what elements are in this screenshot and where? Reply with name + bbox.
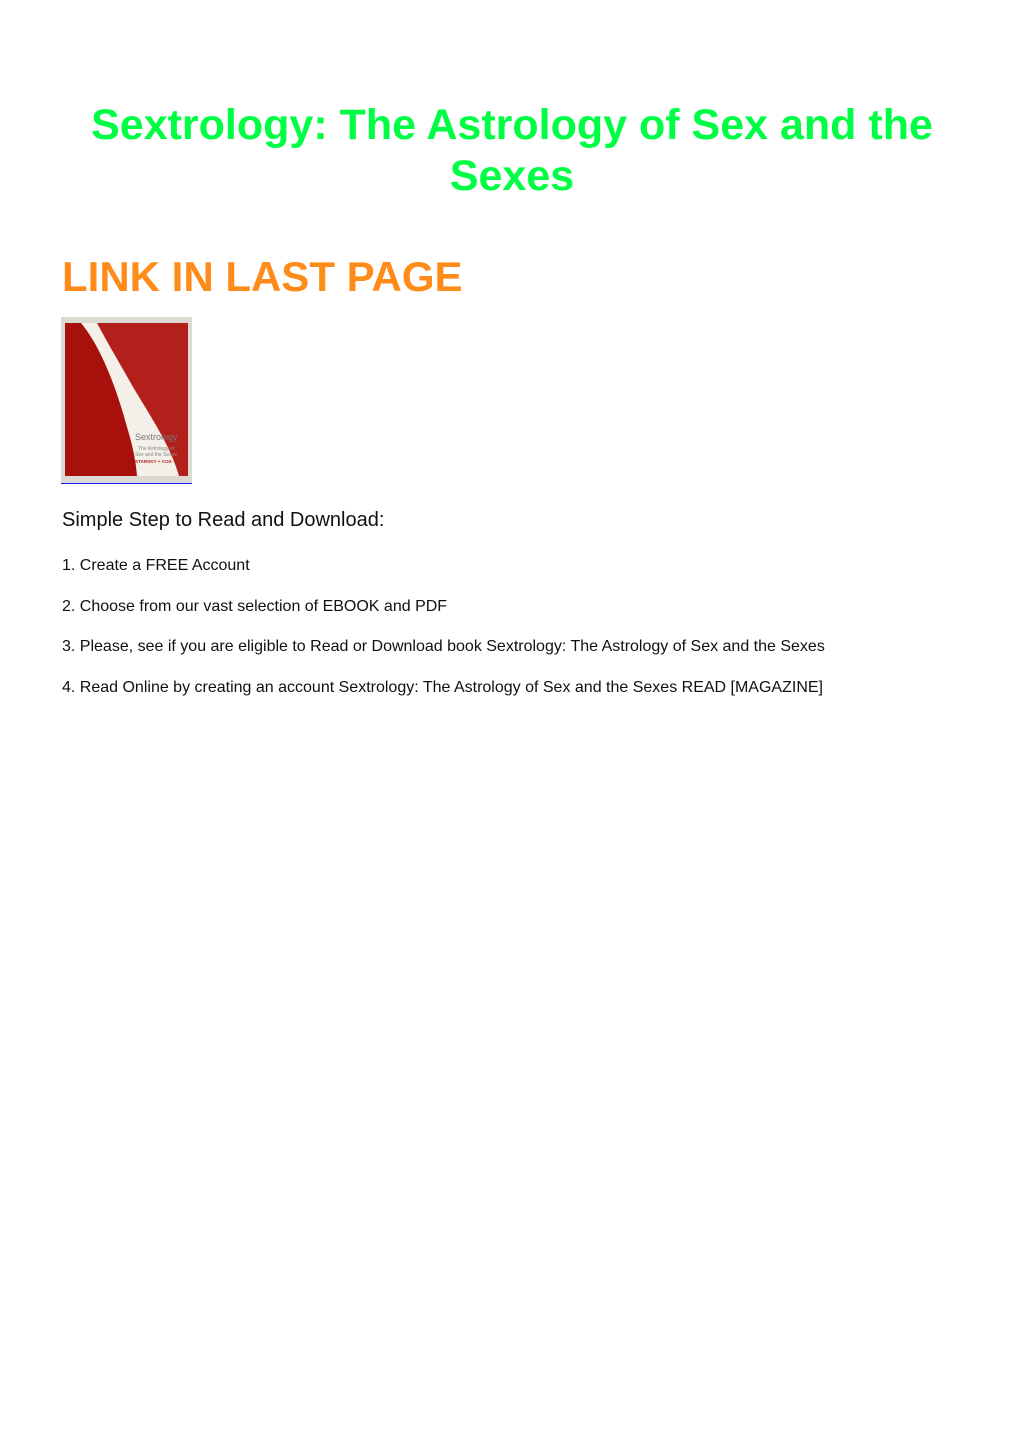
- step-item: 1. Create a FREE Account: [62, 557, 250, 574]
- book-cover-link[interactable]: [61, 317, 192, 484]
- cover-authors: STARSKY + COX: [135, 459, 172, 464]
- cover-subtitle-line2: Sex and the Sexes: [135, 452, 177, 458]
- step-item: 3. Please, see if you are eligible to Read or Download book Sextrology: The Astrology of Sex and the Sexes: [62, 638, 825, 655]
- book-cover-image: [61, 317, 192, 483]
- step-item: 4. Read Online by creating an account Sextrology: The Astrology of Sex and the Sexes READ [MAGAZINE]: [62, 678, 823, 696]
- steps-list: [62, 556, 825, 718]
- step-item: 2. Choose from our vast selection of EBOOK and PDF: [62, 597, 448, 615]
- cover-title-text: Sextrology: [135, 432, 178, 442]
- cover-subtitle-line1: The Astrology of: [138, 446, 175, 452]
- link-in-last-page-heading: LINK IN LAST PAGE: [62, 253, 463, 300]
- steps-heading: Simple Step to Read and Download:: [62, 509, 385, 531]
- document-title: Sextrology: The Astrology of Sex and the Sexes: [91, 101, 933, 200]
